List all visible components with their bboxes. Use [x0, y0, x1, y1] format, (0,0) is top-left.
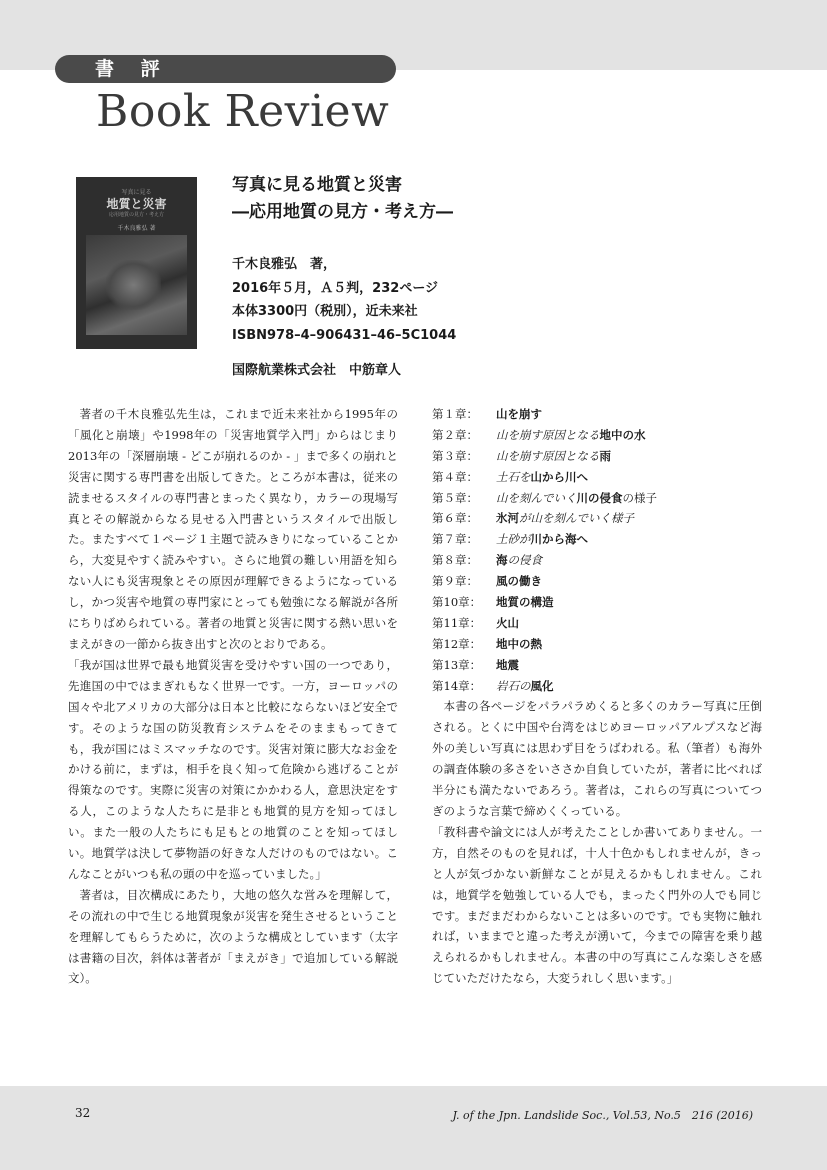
- body-paragraph: 著者は，目次構成にあたり，大地の悠久な営みを理解して，その流れの中で生じる地質現象が災害を発生させるということを理解してもらうために，次のような構成としています（太字は書籍の目次，斜体は著者が「まえがき」で追加している解説文）。: [68, 887, 398, 986]
- toc-title-part: 風化: [530, 678, 554, 693]
- toc-chapter-title: [496, 613, 519, 634]
- book-info: [232, 172, 456, 382]
- toc-item: [432, 634, 762, 655]
- book-publish-info: 2016年５月，Ａ５判，232ページ: [232, 280, 439, 296]
- toc-title-part: の様子: [622, 490, 657, 505]
- table-of-contents: [432, 404, 762, 696]
- author-quote: 「我が国は世界で最も地質災害を受けやすい国の一つであり，先進国の中ではまぎれもなく世界一です。一方，ヨーロッパの国々や北アメリカの大部分は日本と比較にならないほど安全です。そのような国の防災教育システムをそのままもってきても，我が国にはミスマッチなのです。災害対策に膨大なお金をかける前に，まずは，相手を良く知って危険から逃げることが得策なのです。実際に災害の対策にかかわる人，意思決定をする人，このような人たちに是非とも地質的見方を知ってほしい。また一般の人たちにも足もとの地質のことを知ってほしい。地質学は決して夢物語の好きな人だけのものではない。こんなことがいつも私の頭の中を巡っていました。」: [68, 657, 398, 881]
- book-isbn: ISBN978–4–906431–46–5C1044: [232, 327, 457, 343]
- toc-chapter-number: 第10章：: [432, 595, 482, 610]
- toc-title-part: 山を崩す原因となる: [496, 427, 600, 442]
- toc-item: [432, 404, 762, 425]
- toc-title-part: 土砂が: [496, 532, 531, 547]
- body-paragraph: 本書の各ページをパラパラめくると多くのカラー写真に圧倒される。とくに中国や台湾をはじめヨーロッパアルプスなど海外の美しい写真には思わず目をうばわれる。私（筆者）も海外の調査体験の多さをいささか自負していたが，著者に比べれば半分にも満たないであろう。著者は，これらの写真についてつぎのような言葉で締めくくっている。: [432, 699, 762, 818]
- page-title: Book Review: [96, 86, 390, 137]
- book-cover-image: [76, 177, 197, 349]
- toc-item: [432, 529, 762, 550]
- toc-title-part: 地質の構造: [496, 595, 554, 610]
- toc-chapter-number: 第９章：: [432, 574, 478, 589]
- section-label: 書 評: [55, 55, 396, 83]
- toc-title-part: 海: [496, 553, 508, 568]
- toc-title-part: が山を刻んでいく様子: [519, 511, 634, 526]
- page-number: 32: [75, 1106, 91, 1120]
- toc-title-part: 山を刻んでいく: [496, 490, 577, 505]
- toc-chapter-number: 第３章：: [432, 448, 478, 463]
- toc-chapter-title: [496, 446, 611, 467]
- toc-item: [432, 425, 762, 446]
- toc-item: [432, 446, 762, 467]
- toc-title-part: 氷河: [496, 511, 519, 526]
- toc-title-part: 火山: [496, 615, 519, 630]
- toc-chapter-title: [496, 508, 634, 529]
- toc-item: [432, 676, 762, 697]
- toc-title-part: 川の侵食: [576, 490, 623, 505]
- toc-item: [432, 508, 762, 529]
- body-paragraph: 著者の千木良雅弘先生は，これまで近未来社から1995年の「風化と崩壊」や1998年の「災害地質学入門」からはじまり2013年の「深層崩壊 - どこが崩れるのか - 」まで多くの崩れと災害に関する専門書を出版してきた。ところが本書は，従来の読ませるスタイルの専門書とまったく異なり，カラーの現場写真とその解説からなる見せる入門書というスタイルで出版した。またすべて１ページ１主題で読みきりになっていることから，大変見やすく読みやすい。さらに地質の難しい用語を知らない人にも災害現象とその原因が理解できるようになっているし，かつ災害や地質の専門家にとっても勉強になる解説が各所にちりばめられている。著者の地質と災害に関する熱い思いをまえがきの一節から抜き出すと次のとおりである。: [68, 407, 398, 651]
- toc-chapter-number: 第８章：: [432, 553, 478, 568]
- toc-item: [432, 550, 762, 571]
- toc-chapter-number: 第11章：: [432, 615, 482, 630]
- toc-chapter-title: [496, 425, 646, 446]
- toc-chapter-title: [496, 488, 657, 509]
- toc-title-part: 川から海へ: [530, 532, 588, 547]
- toc-chapter-number: 第14章：: [432, 678, 482, 693]
- toc-title-part: 山を崩す原因となる: [496, 448, 600, 463]
- book-metadata: [232, 253, 456, 347]
- cover-title: 地質と災害: [106, 197, 167, 211]
- toc-item: [432, 467, 762, 488]
- cover-series: 写真に見る: [121, 189, 152, 196]
- toc-chapter-title: [496, 676, 554, 697]
- toc-title-part: 雨: [599, 448, 611, 463]
- toc-chapter-title: [496, 655, 519, 676]
- toc-item: [432, 613, 762, 634]
- toc-title-part: 山から川へ: [530, 469, 588, 484]
- footer-band: [0, 1086, 827, 1170]
- toc-item: [432, 488, 762, 509]
- cover-author: 千木良雅弘 著: [117, 225, 156, 232]
- left-column: [68, 404, 398, 989]
- closing-quote: 「教科書や論文には人が考えたことしか書いてありません。一方，自然そのものを見れば，十人十色かもしれませんが，きっと人が気づかない新鮮なことが見えるかもしれません。これは，地質学を勉強している人でも，まったく門外の人でも同じです。まだまだわからないことは多いのです。でも実物に触れれば，いままでと違った考えが湧いて，今までの障害を乗り越えられるかもしれません。本書の中の写真にこんな楽しさを感じていただけたなら，大変うれしく思います。」: [432, 824, 762, 986]
- cover-subtitle: 応用地質の見方・考え方: [108, 212, 164, 218]
- toc-chapter-number: 第６章：: [432, 511, 478, 526]
- toc-chapter-number: 第５章：: [432, 490, 478, 505]
- cover-photo: [86, 235, 187, 335]
- toc-item: [432, 655, 762, 676]
- toc-title-part: 地中の熱: [496, 636, 542, 651]
- toc-title-part: 地中の水: [599, 427, 646, 442]
- toc-chapter-title: [496, 467, 588, 488]
- toc-item: [432, 571, 762, 592]
- toc-chapter-title: [496, 592, 554, 613]
- toc-title-part: 土石を: [496, 469, 531, 484]
- toc-item: [432, 592, 762, 613]
- book-title-line2: ―応用地質の見方・考え方―: [232, 202, 453, 222]
- toc-title-part: 地震: [496, 657, 519, 672]
- toc-chapter-title: [496, 529, 588, 550]
- book-author: 千木良雅弘 著，: [232, 257, 337, 272]
- toc-chapter-title: [496, 634, 542, 655]
- toc-chapter-number: 第１章：: [432, 407, 478, 421]
- journal-citation: J. of the Jpn. Landslide Soc., Vol.53, No.5 216 (2016): [452, 1109, 753, 1122]
- toc-title-part: 山を崩す: [496, 407, 542, 421]
- toc-chapter-number: 第12章：: [432, 636, 482, 651]
- toc-title-part: 岩石の: [496, 678, 531, 693]
- toc-chapter-number: 第４章：: [432, 469, 478, 484]
- toc-title-part: の侵食: [507, 553, 542, 568]
- toc-chapter-number: 第７章：: [432, 532, 478, 547]
- toc-title-part: 風の働き: [496, 574, 542, 589]
- toc-chapter-title: [496, 571, 542, 592]
- book-price: 本体3300円（税別），近未来社: [232, 304, 418, 319]
- book-title-line1: 写真に見る地質と災害: [232, 175, 402, 195]
- toc-chapter-number: 第13章：: [432, 657, 482, 672]
- toc-chapter-number: 第２章：: [432, 427, 478, 442]
- toc-chapter-title: [496, 550, 542, 571]
- right-column: [432, 404, 762, 989]
- toc-chapter-title: [496, 404, 542, 425]
- reviewer-name: 国際航業株式会社 中筋章人: [232, 363, 402, 378]
